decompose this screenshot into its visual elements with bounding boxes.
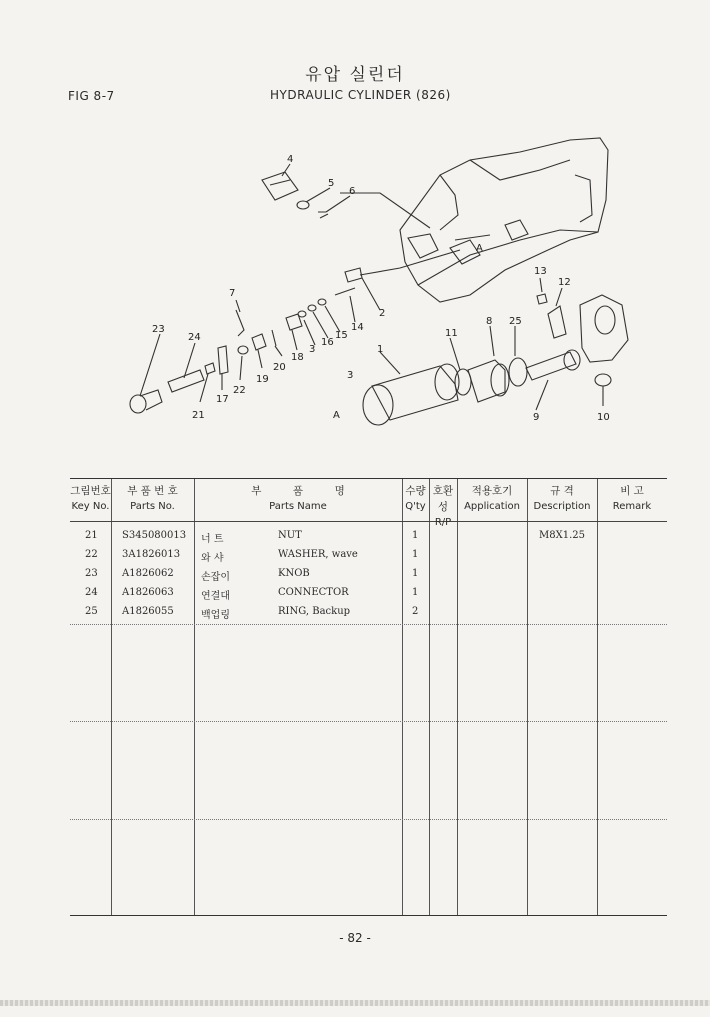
cell-name-en: WASHER, wave <box>278 549 358 560</box>
header-remark <box>597 479 667 515</box>
cell-qty: 1 <box>412 549 419 560</box>
header-en: R/P <box>434 517 452 528</box>
table-row <box>70 584 667 603</box>
header-key-no <box>70 479 111 515</box>
cell-key: 22 <box>85 549 98 560</box>
figure-label: FIG 8-7 <box>68 89 115 103</box>
callout-23: 23 <box>152 324 165 335</box>
header-parts-no <box>111 479 194 515</box>
header-ko: 부 품 명 <box>251 485 345 497</box>
cell-key: 24 <box>85 587 98 598</box>
part-13-pin <box>537 294 547 304</box>
cell-part-no: A1826063 <box>122 587 174 598</box>
cell-name-ko: 와 샤 <box>201 553 224 564</box>
header-ko: 호환성 <box>432 485 454 513</box>
part-23-knob <box>130 395 146 413</box>
table-row <box>70 603 667 622</box>
callout-A-upper: A <box>476 243 483 254</box>
callout-3-upper: 3 <box>309 344 316 355</box>
cell-key: 25 <box>85 606 98 617</box>
part-22-washer <box>238 346 248 354</box>
callout-18: 18 <box>291 352 304 363</box>
bracket-arm <box>580 295 628 362</box>
callout-20: 20 <box>273 362 286 373</box>
callout-10: 10 <box>597 412 610 423</box>
callout-1: 1 <box>377 344 384 355</box>
cell-qty: 1 <box>412 587 419 598</box>
callout-6: 6 <box>349 186 356 197</box>
part-14-stud <box>335 288 355 295</box>
part-4-coupling <box>262 172 298 200</box>
callout-15: 15 <box>335 330 348 341</box>
cell-part-no: 3A1826013 <box>122 549 181 560</box>
row-separator <box>70 721 667 722</box>
callout-24: 24 <box>188 332 201 343</box>
callout-A-lower: A <box>333 410 340 421</box>
header-description <box>527 479 597 515</box>
callout-4: 4 <box>287 154 294 165</box>
cell-name-en: CONNECTOR <box>278 587 349 598</box>
callout-16: 16 <box>321 337 334 348</box>
callout-21: 21 <box>192 410 205 421</box>
callout-14: 14 <box>351 322 364 333</box>
callout-5: 5 <box>328 178 335 189</box>
page-title-korean: 유압 실린더 <box>305 65 405 85</box>
cell-part-no: A1826055 <box>122 606 174 617</box>
part-12-clevis <box>548 306 566 338</box>
cell-name-en: NUT <box>278 530 302 541</box>
callout-17: 17 <box>216 394 229 405</box>
cell-part-no: S345080013 <box>122 530 187 541</box>
header-parts-name <box>194 479 402 515</box>
header-ko: 규 격 <box>550 485 574 497</box>
header-ko: 비 고 <box>620 485 644 497</box>
table-row <box>70 565 667 584</box>
header-application <box>457 479 527 515</box>
scan-edge <box>0 1000 710 1006</box>
cell-name-ko: 연결대 <box>201 591 230 602</box>
row-separator <box>70 624 667 625</box>
cell-name-en: KNOB <box>278 568 310 579</box>
page-title-english: HYDRAULIC CYLINDER (826) <box>270 88 451 102</box>
row-separator <box>70 819 667 820</box>
cell-name-ko: 너 트 <box>201 534 224 545</box>
part-10-bush <box>595 374 611 386</box>
header-en: Description <box>533 501 591 512</box>
callout-11: 11 <box>445 328 458 339</box>
cell-key: 23 <box>85 568 98 579</box>
header-ko: 적용호기 <box>471 485 513 497</box>
callout-12: 12 <box>558 277 571 288</box>
cell-part-no: A1826062 <box>122 568 174 579</box>
callout-2: 2 <box>379 308 386 319</box>
cell-desc: M8X1.25 <box>539 530 585 541</box>
header-qty <box>402 479 429 515</box>
callout-13: 13 <box>534 266 547 277</box>
part-21-nut <box>205 363 215 374</box>
table-row <box>70 546 667 565</box>
header-rp <box>429 479 457 531</box>
callout-22: 22 <box>233 385 246 396</box>
cell-qty: 1 <box>412 568 419 579</box>
header-en: Application <box>464 501 520 512</box>
header-en: Parts Name <box>269 501 327 512</box>
callout-7: 7 <box>229 288 236 299</box>
cell-name-ko: 손잡이 <box>201 572 230 583</box>
callout-25: 25 <box>509 316 522 327</box>
leader-lines <box>340 193 490 275</box>
part-1-cylinder <box>372 366 458 420</box>
part-25-backup-ring <box>509 358 527 386</box>
part-15-ring <box>318 299 326 305</box>
cell-name-ko: 백업링 <box>201 610 230 621</box>
page-number: - 82 - <box>339 931 371 945</box>
part-7-pin <box>236 310 244 336</box>
cell-qty: 2 <box>412 606 419 617</box>
cell-key: 21 <box>85 530 98 541</box>
table-row <box>70 527 667 546</box>
part-17-bracket <box>218 346 228 374</box>
part-2-fitting <box>345 268 362 282</box>
parts-table <box>70 478 667 916</box>
callout-3-lower: 3 <box>347 370 354 381</box>
exploded-parts-diagram <box>0 0 710 470</box>
header-en: Remark <box>612 501 652 512</box>
table-header <box>70 479 667 528</box>
part-9-rod <box>526 352 576 380</box>
header-en: Parts No. <box>130 501 175 512</box>
header-en: Q'ty <box>405 501 426 512</box>
cell-name-en: RING, Backup <box>278 606 351 617</box>
part-5-oring <box>297 201 309 209</box>
header-en: Key No. <box>71 501 110 512</box>
header-ko: 부 품 번 호 <box>127 485 178 497</box>
part-16-ring <box>308 305 316 311</box>
header-ko: 수량 <box>405 485 426 497</box>
part-20-pin <box>272 330 276 346</box>
part-6-pin <box>318 212 328 218</box>
callout-8: 8 <box>486 316 493 327</box>
cell-qty: 1 <box>412 530 419 541</box>
callout-9: 9 <box>533 412 540 423</box>
header-ko: 그림번호 <box>70 485 111 497</box>
part-19-bolt <box>252 334 266 350</box>
callout-19: 19 <box>256 374 269 385</box>
